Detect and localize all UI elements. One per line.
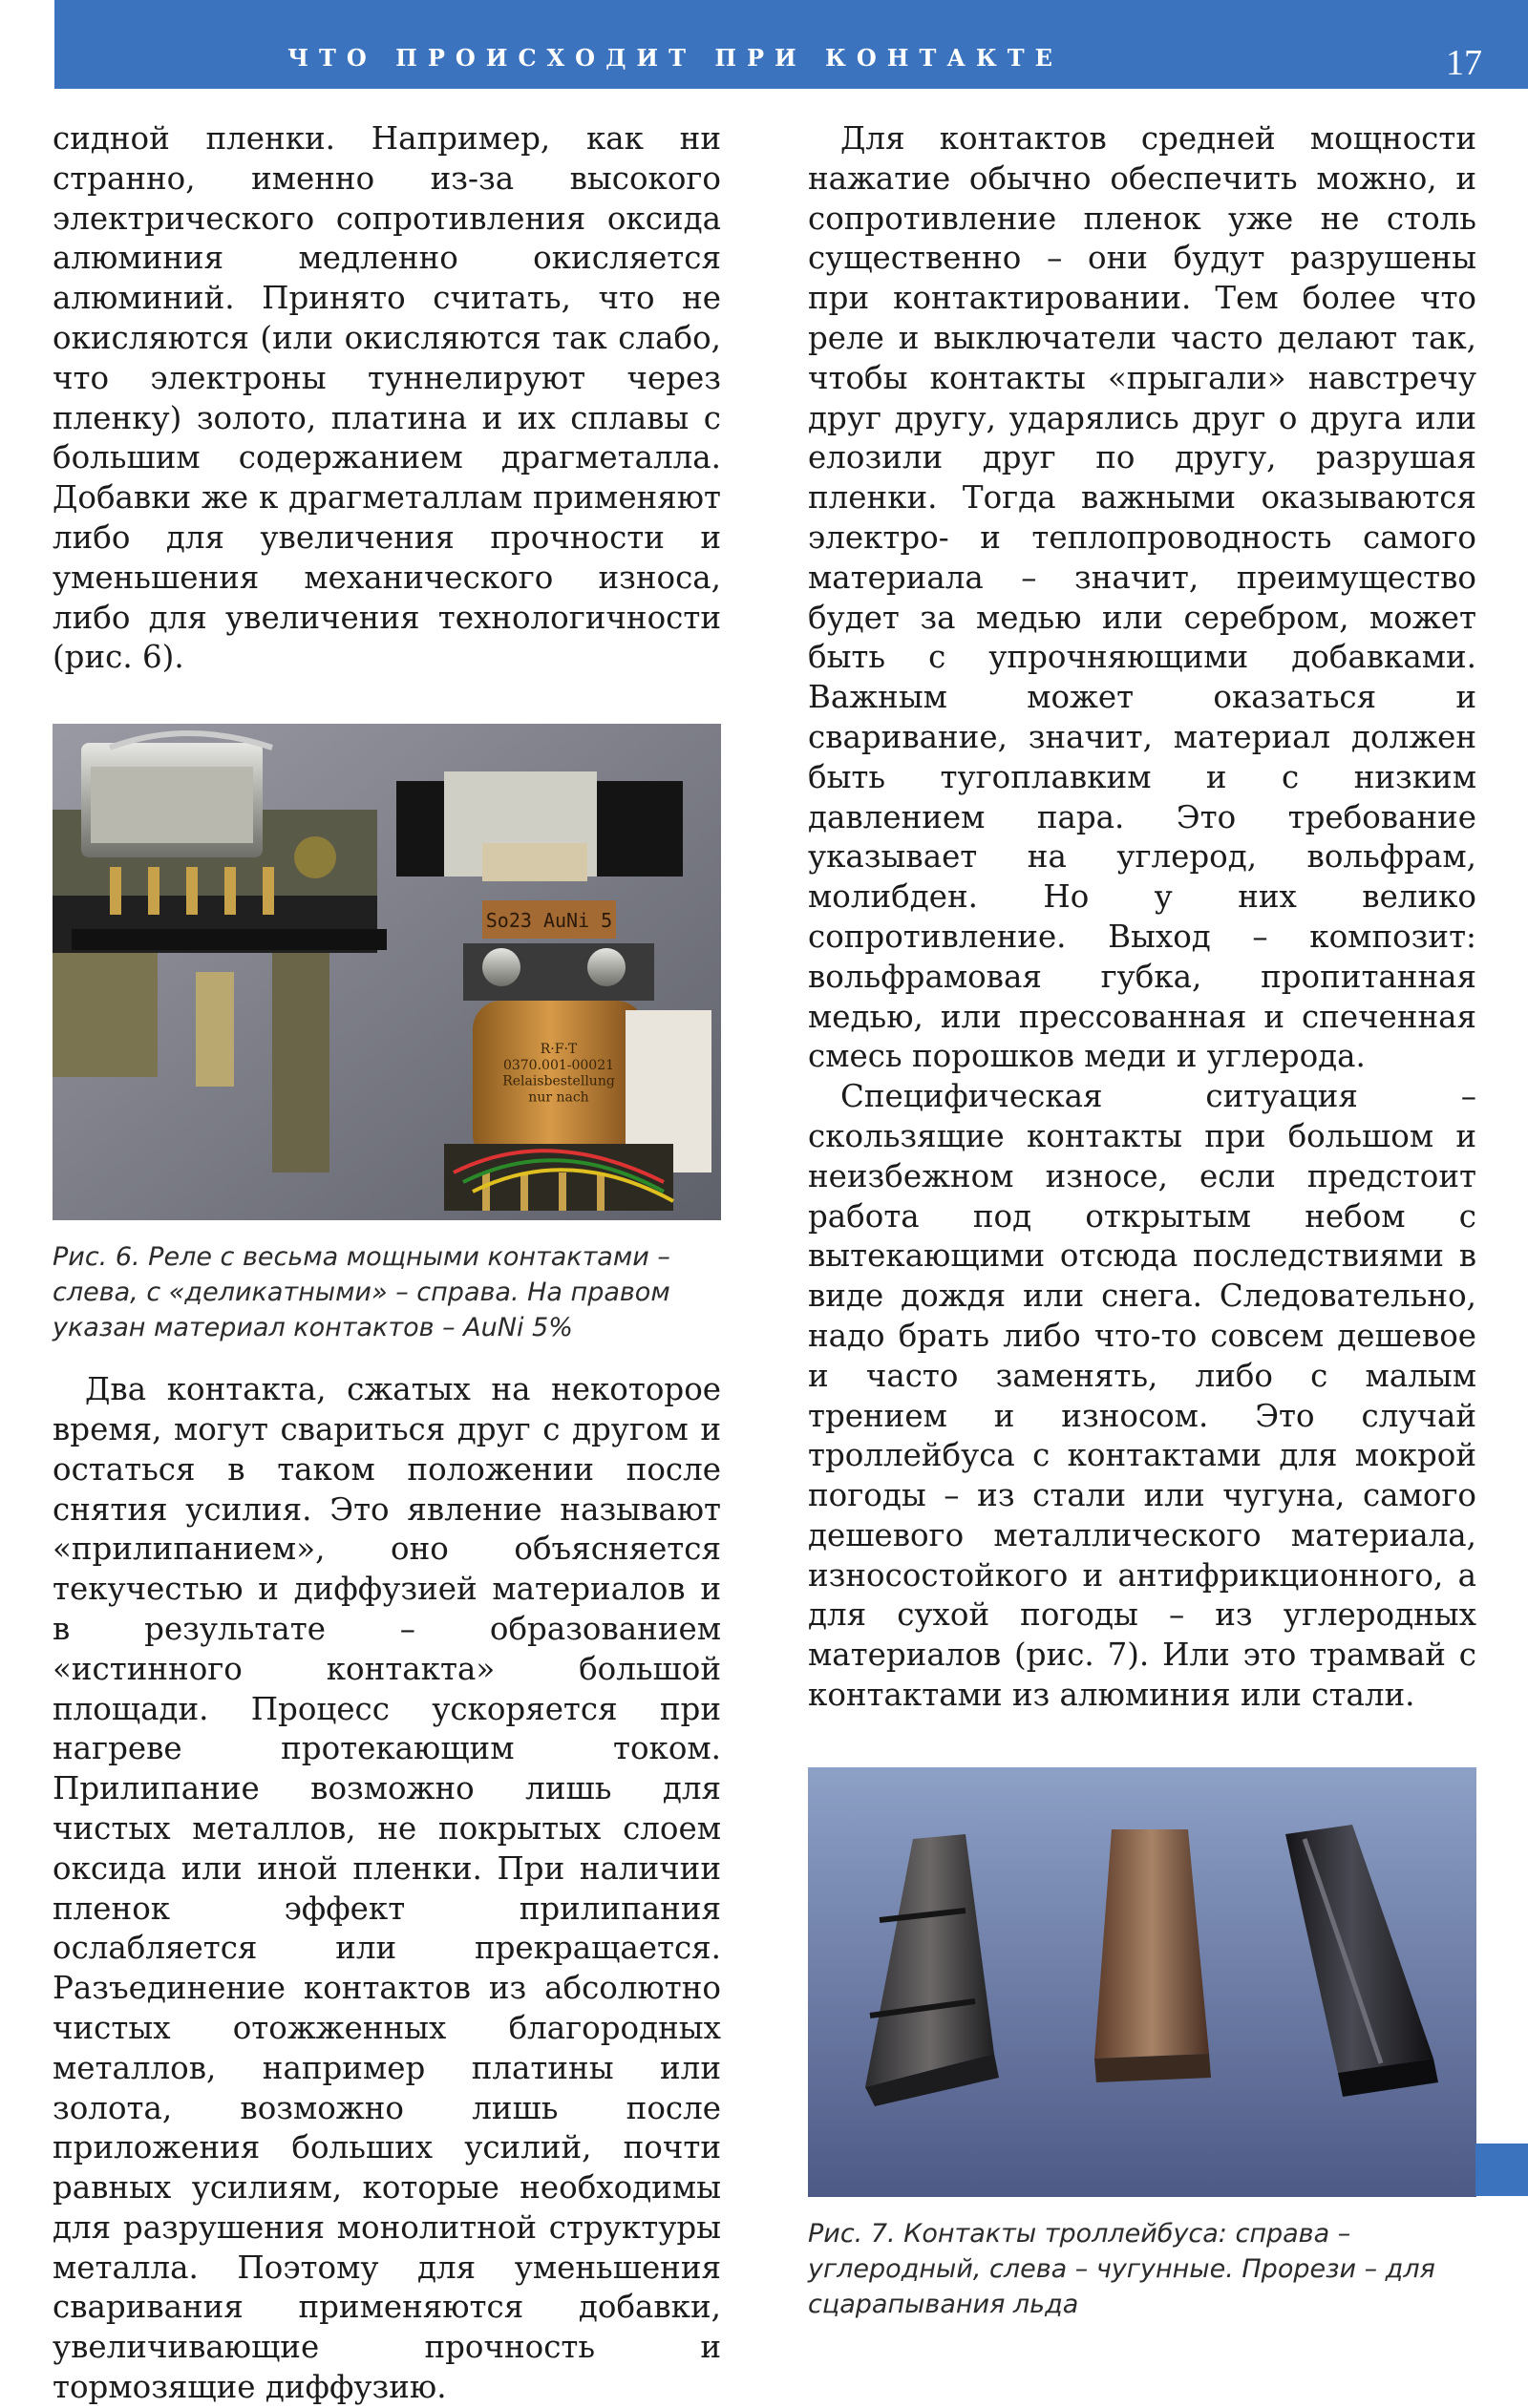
figure-6-stamp-text: So23 AuNi 5 (485, 909, 613, 933)
figure-7-trolleybus-contacts-photo (808, 1767, 1476, 2197)
figure-6-caption: Рис. 6. Реле с весьма мощными контактами – слева, с «деликатными» – справа. На правом указан материал контактов – AuNi 5% (53, 1242, 670, 1343)
right-paragraph-2: Специфическая ситуация – скользящие контакты при большом и неизбежном износе, если предстоит работа под открытым небом с вытекающими отсюда последствиями в виде дождя или снега. Следовательно, надо брать либо что-то совсем дешевое и часто заменять, либо с малым трением и износом. Это случай троллейбуса с контактами для мокрой погоды – из стали или чугуна, самого дешевого металлического материала, износостойкого и антифрикционного, а для сухой погоды – из углеродных материалов (рис. 7). Или это трамвай с контактами из алюминия или стали. (808, 1078, 1476, 1714)
figure-6-relay-photo (53, 724, 721, 1220)
left-column (53, 119, 721, 2408)
right-column (808, 119, 1476, 2322)
left-paragraph-2: Два контакта, сжатых на некоторое время, могут свариться друг с другом и остаться в таком положении после снятия усилия. Это явление называют «прилипанием», оно объясняется текучестью и диффузией материалов и в результате – образованием «истинного контакта» большой площади. Процесс ускоряется при нагреве протекающим током. Прилипание возможно лишь для чистых металлов, не покрытых слоем оксида или иной пленки. При наличии пленок эффект прилипания ослабляется или прекращается. Разъединение контактов из абсолютно чистых отожженных благородных металлов, например платины или золота, возможно лишь после приложения больших усилий, почти равных усилиям, которые необходимы для разрушения монолитной структуры металла. Поэтому для уменьшения сваривания применяются добавки, увеличивающие прочность и тормозящие диффузию. (53, 1371, 721, 2406)
left-paragraph-1: сидной пленки. Например, как ни странно, именно из-за высокого электрического сопротивления оксида алюминия медленно окисляется алюминий. Принято считать, что не окисляются (или окисляются так слабо, что электроны туннелируют через пленку) золото, платина и их сплавы с большим содержанием драгметалла. Добавки же к драгметаллам применяют либо для увеличения прочности и уменьшения механического износа, либо для увеличения технологичности (рис. 6). (53, 120, 721, 676)
right-paragraph-1: Для контактов средней мощности нажатие обычно обеспечить можно, и сопротивление пленок уже не столь существенно – они будут разрушены при контактировании. Тем более что реле и выключатели часто делают так, чтобы контакты «прыгали» навстречу друг другу, ударялись друг о друга или елозили друг по другу, разрушая пленки. Тогда важными оказываются электро- и теплопроводность самого материала – значит, преимущество будет за медью или серебром, может быть с упрочняющими добавками. Важным может оказаться и сваривание, значит, материал должен быть тугоплавким и с низким давлением пара. Это требование указывает на углерод, вольфрам, молибден. Но у них велико сопротивление. Выход – композит: вольфрамовая губка, пропитанная медью, или прессованная и спеченная смесь порошков меди и углерода. (808, 120, 1476, 1075)
running-header-title: ЧТО ПРОИСХОДИТ ПРИ КОНТАКТЕ (287, 44, 1063, 72)
figure-6-coil-label: R·F·T 0370.001-00021 Relaisbestellung nur nach (502, 1042, 615, 1106)
trolleybus-contacts-illustration (808, 1767, 1476, 2197)
page-number: 17 (1446, 43, 1482, 83)
relay-illustration (53, 724, 721, 1220)
figure-7-caption: Рис. 7. Контакты троллейбуса: справа – углеродный, слева – чугунные. Прорези – для сцарапывания льда (808, 2218, 1435, 2319)
corner-accent-block (1475, 2144, 1528, 2196)
